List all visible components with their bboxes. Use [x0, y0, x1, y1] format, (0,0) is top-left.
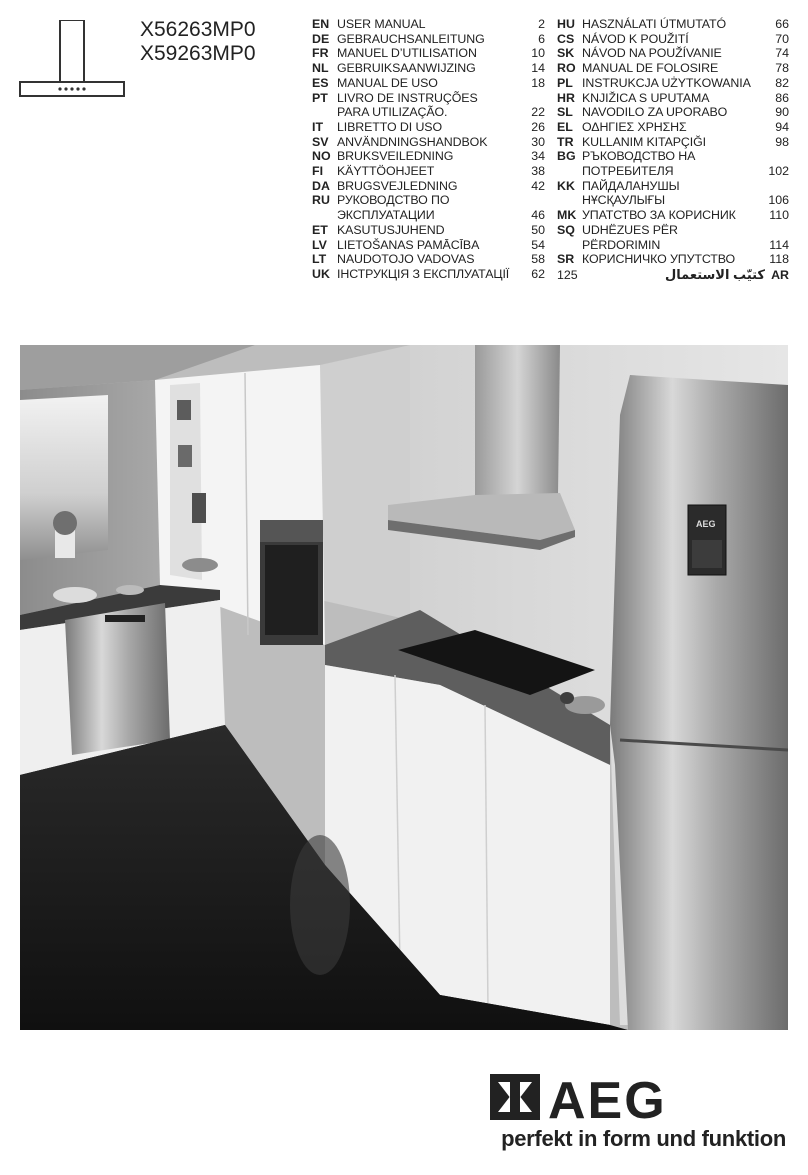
- language-entry-sl[interactable]: [557, 105, 789, 120]
- language-code: KK: [557, 178, 575, 193]
- entry-title-line: KNJIŽICA S UPUTAMA: [582, 90, 710, 105]
- entry-title: [582, 179, 761, 208]
- entry-page: 118: [769, 252, 789, 267]
- entry-title-line: УПАТСТВО ЗА КОРИСНИК: [582, 208, 736, 223]
- kitchen-photo: [20, 345, 788, 1030]
- language-code: FR: [312, 46, 329, 61]
- language-code: PL: [557, 75, 573, 90]
- language-code: NL: [312, 61, 329, 76]
- language-entry-ar[interactable]: [557, 268, 789, 283]
- entry-title-line: MANUAL DE USO: [337, 75, 438, 90]
- language-code: BG: [557, 149, 576, 164]
- language-entry-hu[interactable]: [557, 17, 789, 32]
- language-code: ES: [312, 75, 329, 90]
- language-code: RU: [312, 193, 330, 208]
- language-entry-lt[interactable]: [312, 252, 545, 267]
- entry-title-line: NÁVOD K POUŽITÍ: [582, 31, 689, 46]
- entry-title: [582, 32, 761, 47]
- language-entry-it[interactable]: [312, 120, 545, 135]
- entry-page: 106: [768, 193, 789, 208]
- language-entry-et[interactable]: [312, 223, 545, 238]
- entry-title-line: INSTRUKCJA UŻYTKOWANIA: [582, 75, 751, 90]
- entry-page: 102: [768, 164, 789, 179]
- language-code: SL: [557, 105, 573, 120]
- entry-page: 86: [775, 90, 789, 105]
- entry-title-line: ПОТРЕБИТЕЛЯ: [582, 164, 674, 179]
- language-entry-ru[interactable]: [312, 193, 545, 222]
- entry-title: [582, 208, 761, 223]
- model-numbers: [140, 18, 256, 66]
- entry-title: [582, 76, 761, 91]
- entry-title-line: GEBRAUCHSANLEITUNG: [337, 31, 485, 46]
- entry-title-line: GEBRUIKSAANWIJZING: [337, 61, 476, 76]
- entry-page: 78: [775, 61, 789, 76]
- entry-page: 70: [775, 31, 789, 46]
- language-entry-pt[interactable]: [312, 91, 545, 120]
- language-entry-mk[interactable]: [557, 208, 789, 223]
- language-entry-ro[interactable]: [557, 61, 789, 76]
- entry-page: 14: [531, 61, 545, 76]
- entry-title-line: NAVODILO ZA UPORABO: [582, 105, 728, 120]
- language-code: HR: [557, 90, 575, 105]
- brand-slogan: perfekt in form und funktion: [501, 1126, 786, 1151]
- entry-page: 58: [531, 252, 545, 267]
- language-code: UK: [312, 266, 330, 281]
- language-entry-uk[interactable]: [312, 267, 545, 282]
- language-code: LT: [312, 252, 327, 267]
- entry-page: 10: [531, 46, 545, 61]
- entry-title-line: LIVRO DE INSTRUÇÕES: [337, 90, 478, 105]
- entry-page: 110: [769, 208, 789, 223]
- entry-title: [337, 164, 517, 179]
- language-code: IT: [312, 119, 324, 134]
- entry-title-line: NÁVOD NA POUŽÍVANIE: [582, 46, 722, 61]
- language-code: ET: [312, 222, 328, 237]
- language-code: TR: [557, 134, 574, 149]
- entry-title-line: KULLANIM KITAPÇIĞI: [582, 134, 706, 149]
- entry-title: [337, 120, 517, 135]
- language-entry-fi[interactable]: [312, 164, 545, 179]
- language-code: NO: [312, 149, 331, 164]
- cooker-hood-icon: [18, 20, 126, 100]
- language-code: CS: [557, 31, 575, 46]
- language-entry-sr[interactable]: [557, 252, 789, 267]
- language-entry-el[interactable]: [557, 120, 789, 135]
- entry-page: 94: [775, 119, 789, 134]
- entry-title: [337, 17, 517, 32]
- entry-title: [582, 17, 761, 32]
- entry-title: [337, 91, 517, 120]
- entry-title: [582, 252, 761, 267]
- entry-title-line: ПАЙДАЛАНУШЫ: [582, 178, 680, 193]
- entry-title-line: MANUAL DE FOLOSIRE: [582, 61, 719, 76]
- entry-page: 2: [538, 17, 545, 31]
- entry-title: [337, 46, 517, 61]
- entry-page: 22: [531, 105, 545, 120]
- entry-title: [582, 120, 761, 135]
- entry-title: [337, 149, 517, 164]
- language-index-left: [312, 17, 545, 282]
- language-entry-sq[interactable]: [557, 223, 789, 252]
- entry-title-line: BRUGSVEJLEDNING: [337, 178, 458, 193]
- fridge-logo: AEG: [696, 519, 716, 529]
- entry-title: [582, 46, 761, 61]
- entry-title-line: PARA UTILIZAÇÃO.: [337, 105, 448, 120]
- language-code: AR: [771, 267, 789, 282]
- entry-title-line: KÄYTTÖOHJEET: [337, 164, 435, 179]
- entry-title: [337, 252, 517, 267]
- entry-title-line: PËRDORIMIN: [582, 237, 661, 252]
- entry-title: [582, 105, 761, 120]
- language-index-right: [557, 17, 789, 283]
- entry-title: كتيّب الاستعمال: [665, 266, 765, 282]
- language-entry-lv[interactable]: [312, 238, 545, 253]
- entry-title: [582, 91, 761, 106]
- entry-title: [582, 135, 761, 150]
- entry-page: 18: [531, 75, 545, 90]
- entry-title: [337, 61, 517, 76]
- entry-title-line: UDHËZUES PËR: [582, 222, 678, 237]
- entry-page: 82: [775, 75, 789, 90]
- language-entry-de[interactable]: [312, 32, 545, 47]
- language-code: PT: [312, 90, 328, 105]
- entry-title: [337, 135, 517, 150]
- language-code: RO: [557, 61, 576, 76]
- entry-page: 30: [531, 134, 545, 149]
- entry-page: 6: [538, 31, 545, 46]
- entry-title-line: BRUKSVEILEDNING: [337, 149, 454, 164]
- language-code: SV: [312, 134, 329, 149]
- entry-page: 42: [531, 178, 545, 193]
- entry-page: 38: [531, 164, 545, 179]
- language-entry-fr[interactable]: [312, 46, 545, 61]
- language-entry-nl[interactable]: [312, 61, 545, 76]
- language-entry-cs[interactable]: [557, 32, 789, 47]
- language-code: DE: [312, 31, 330, 46]
- language-entry-bg[interactable]: [557, 149, 789, 178]
- entry-title: [337, 193, 517, 222]
- entry-title-line: KASUTUSJUHEND: [337, 222, 445, 237]
- entry-page: 50: [531, 222, 545, 237]
- language-entry-es[interactable]: [312, 76, 545, 91]
- entry-page: 54: [531, 237, 545, 252]
- language-code: SQ: [557, 222, 575, 237]
- entry-page: 46: [531, 208, 545, 223]
- entry-title: [337, 238, 517, 253]
- entry-title: [337, 76, 517, 91]
- entry-title-line: ΟΔΗΓΙΕΣ ΧΡΗΣΗΣ: [582, 119, 687, 134]
- entry-title-line: LIBRETTO DI USO: [337, 119, 442, 134]
- language-entry-no[interactable]: [312, 149, 545, 164]
- aeg-logo: [490, 1072, 790, 1122]
- entry-title-line: КОРИСНИЧКО УПУТСТВО: [582, 252, 736, 267]
- entry-page: 98: [775, 134, 789, 149]
- entry-page: 90: [775, 105, 789, 120]
- entry-title-line: РЪКОВОДСТВО НА: [582, 149, 696, 164]
- language-entry-sk[interactable]: [557, 46, 789, 61]
- language-entry-sv[interactable]: [312, 135, 545, 150]
- entry-title-line: NAUDOTOJO VADOVAS: [337, 252, 475, 267]
- entry-title-line: MANUEL D’UTILISATION: [337, 46, 477, 61]
- language-code: MK: [557, 208, 577, 223]
- entry-title-line: ІНСТРУКЦІЯ З ЕКСПЛУАТАЦІЇ: [337, 266, 510, 281]
- entry-page: 26: [531, 119, 545, 134]
- language-entry-kk[interactable]: [557, 179, 789, 208]
- entry-title-line: ЭКСПЛУАТАЦИИ: [337, 208, 435, 223]
- language-entry-pl[interactable]: [557, 76, 789, 91]
- language-code: FI: [312, 164, 324, 179]
- language-code: SR: [557, 252, 575, 267]
- language-code: EN: [312, 17, 330, 31]
- model-number: X56263MP0: [140, 18, 256, 41]
- entry-title-line: USER MANUAL: [337, 17, 426, 31]
- entry-title: [337, 223, 517, 238]
- language-code: EL: [557, 119, 573, 134]
- language-code: SK: [557, 46, 575, 61]
- entry-title: [337, 267, 517, 282]
- entry-title-line: ANVÄNDNINGSHANDBOK: [337, 134, 488, 149]
- entry-title: [337, 179, 517, 194]
- entry-page: 74: [775, 46, 789, 61]
- language-entry-hr[interactable]: [557, 91, 789, 106]
- logo-text: AEG: [548, 1072, 667, 1122]
- entry-title-line: HASZNÁLATI ÚTMUTATÓ: [582, 17, 727, 31]
- entry-title: [582, 149, 761, 178]
- entry-page: 125: [557, 267, 578, 282]
- entry-title-line: РУКОВОДСТВО ПО: [337, 193, 450, 208]
- language-entry-tr[interactable]: [557, 135, 789, 150]
- entry-title-line: LIETOŠANAS PAMĀCĪBA: [337, 237, 480, 252]
- entry-title: [582, 223, 761, 252]
- entry-page: 34: [531, 149, 545, 164]
- model-number: X59263MP0: [140, 42, 256, 65]
- entry-page: 66: [775, 17, 789, 31]
- language-entry-en[interactable]: [312, 17, 545, 32]
- entry-page: 114: [769, 237, 789, 252]
- entry-title: [582, 61, 761, 76]
- entry-title: [337, 32, 517, 47]
- language-code: DA: [312, 178, 330, 193]
- language-entry-da[interactable]: [312, 179, 545, 194]
- language-code: HU: [557, 17, 575, 31]
- language-code: LV: [312, 237, 327, 252]
- entry-page: 62: [531, 266, 545, 281]
- entry-title-line: НҰСҚАУЛЫҒЫ: [582, 193, 665, 208]
